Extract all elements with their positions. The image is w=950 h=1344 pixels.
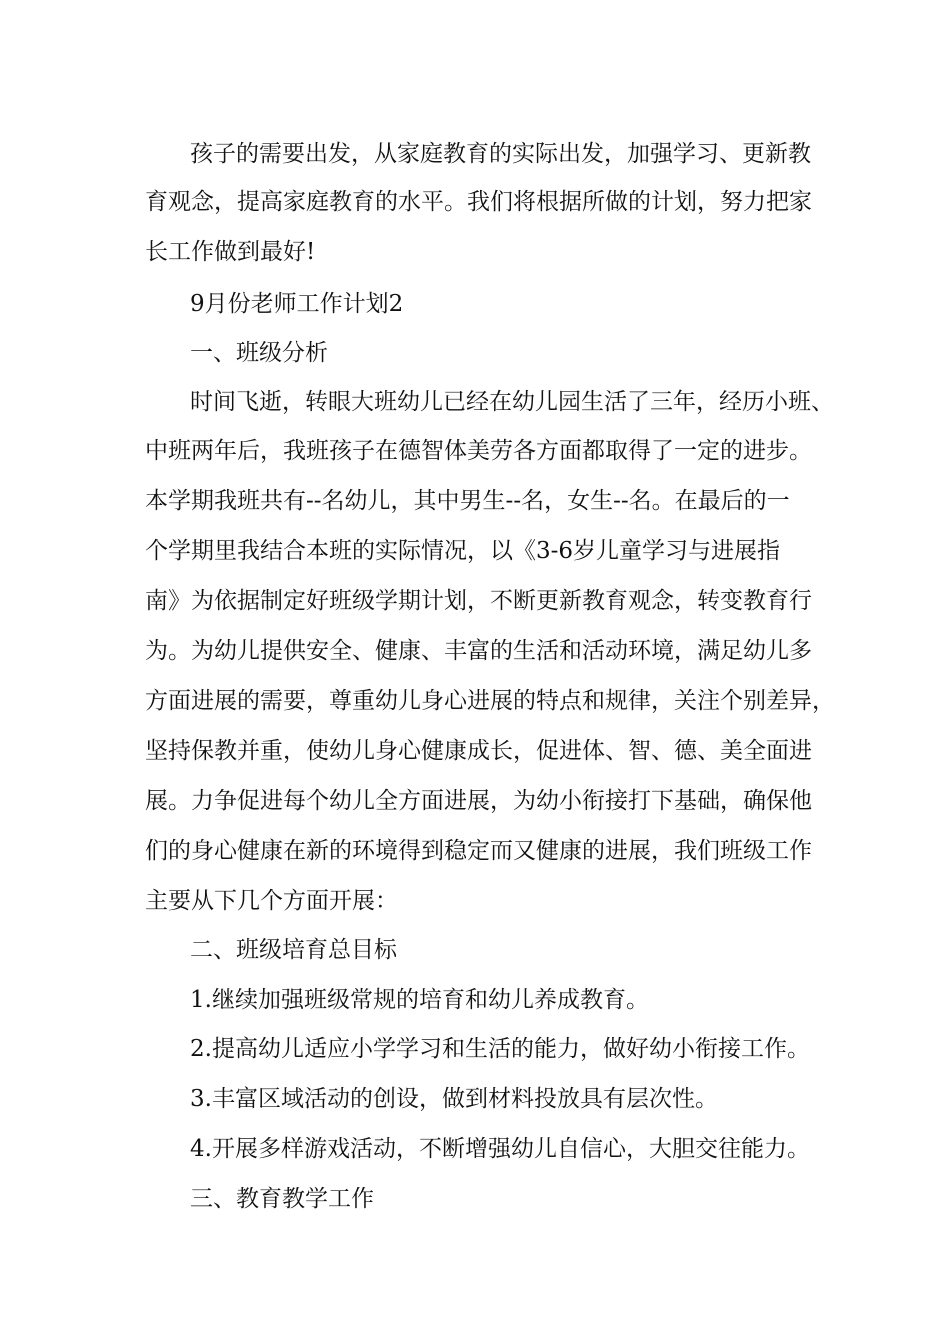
section-heading-teaching: 三、教育教学工作 xyxy=(190,1186,374,1212)
paragraph-class-analysis-line-4: 个学期里我结合本班的实际情况，以《3-6岁儿童学习与进展指 xyxy=(145,538,781,564)
paragraph-class-analysis-line-10: 们的身心健康在新的环境得到稳定而又健康的进展，我们班级工作 xyxy=(145,838,812,864)
paragraph-class-analysis-line-11: 主要从下几个方面开展： xyxy=(145,888,398,914)
paragraph-class-analysis-line-2: 中班两年后，我班孩子在德智体美劳各方面都取得了一定的进步。 xyxy=(145,438,812,464)
section-heading-class-analysis: 一、班级分析 xyxy=(190,340,328,366)
paragraph-intro-line-3: 长工作做到最好! xyxy=(145,239,316,265)
goal-item-3: 3.丰富区域活动的创设，做到材料投放具有层次性。 xyxy=(190,1086,718,1112)
paragraph-intro-line-2: 育观念，提高家庭教育的水平。我们将根据所做的计划，努力把家 xyxy=(145,189,812,215)
paragraph-class-analysis-line-3: 本学期我班共有--名幼儿，其中男生--名，女生--名。在最后的一 xyxy=(145,488,790,514)
paragraph-class-analysis-line-1: 时间飞逝，转眼大班幼儿已经在幼儿园生活了三年，经历小班、 xyxy=(190,389,834,415)
paragraph-intro-line-1: 孩子的需要出发，从家庭教育的实际出发，加强学习、更新教 xyxy=(190,141,811,167)
paragraph-class-analysis-line-8: 坚持保教并重，使幼儿身心健康成长，促进体、智、德、美全面进 xyxy=(145,738,812,764)
paragraph-class-analysis-line-7: 方面进展的需要，尊重幼儿身心进展的特点和规律，关注个别差异， xyxy=(145,688,835,714)
paragraph-class-analysis-line-9: 展。力争促进每个幼儿全方面进展，为幼小衔接打下基础，确保他 xyxy=(145,788,812,814)
paragraph-class-analysis-line-5: 南》为依据制定好班级学期计划，不断更新教育观念，转变教育行 xyxy=(145,588,812,614)
goal-item-4: 4.开展多样游戏活动，不断增强幼儿自信心，大胆交往能力。 xyxy=(190,1136,810,1162)
goal-item-2: 2.提高幼儿适应小学学习和生活的能力，做好幼小衔接工作。 xyxy=(190,1036,810,1062)
plan-title: 9月份老师工作计划2 xyxy=(190,291,404,317)
paragraph-class-analysis-line-6: 为。为幼儿提供安全、健康、丰富的生活和活动环境，满足幼儿多 xyxy=(145,638,812,664)
goal-item-1: 1.继续加强班级常规的培育和幼儿养成教育。 xyxy=(190,987,649,1013)
section-heading-goals: 二、班级培育总目标 xyxy=(190,937,397,963)
